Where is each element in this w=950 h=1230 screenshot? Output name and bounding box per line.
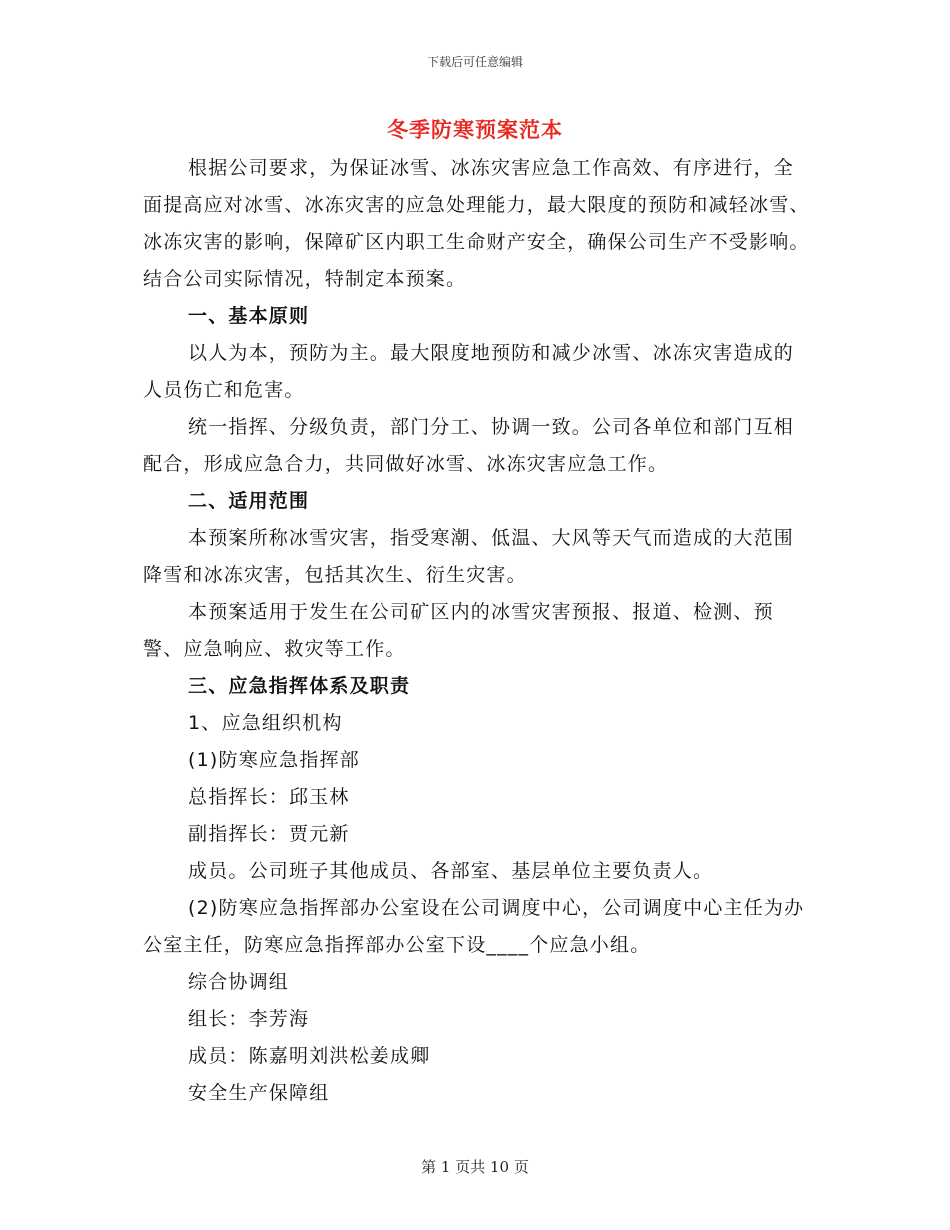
paragraph: (1)防寒应急指挥部 <box>188 749 360 771</box>
paragraph: 综合协调组 <box>188 971 290 993</box>
paragraph: 成员：陈嘉明刘洪松姜成卿 <box>188 1045 431 1067</box>
paragraph: 副指挥长：贾元新 <box>188 823 350 845</box>
paragraph: 总指挥长：邱玉林 <box>188 786 350 808</box>
paragraph: 本预案适用于发生在公司矿区内的冰雪灾害预报、报道、检测、预警、应急响应、救灾等工作。 <box>143 601 774 660</box>
paragraph: 统一指挥、分级负责，部门分工、协调一致。公司各单位和部门互相配合，形成应急合力，共同做好冰雪、冰冻灾害应急工作。 <box>143 416 795 475</box>
document-title: 冬季防寒预案范本 <box>387 118 563 142</box>
document-body <box>143 150 811 1112</box>
paragraph: 以人为本，预防为主。最大限度地预防和减少冰雪、冰冻灾害造成的人员伤亡和危害。 <box>143 342 795 401</box>
paragraph: 根据公司要求，为保证冰雪、冰冻灾害应急工作高效、有序进行，全面提高应对冰雪、冰冻灾害的应急处理能力，最大限度的预防和减轻冰雪、冰冻灾害的影响，保障矿区内职工生命财产安全，确保公司生产不受影响。结合公司实际情况，特制定本预案。 <box>143 157 810 290</box>
page-footer: 第 1 页共 10 页 <box>421 1158 529 1176</box>
paragraph: 本预案所称冰雪灾害，指受寒潮、低温、大风等天气而造成的大范围降雪和冰冻灾害，包括其次生、衍生灾害。 <box>143 527 795 586</box>
section-heading: 一、基本原则 <box>188 305 310 327</box>
paragraph: 成员。公司班子其他成员、各部室、基层单位主要负责人。 <box>188 860 714 882</box>
section-heading: 三、应急指挥体系及职责 <box>188 675 411 697</box>
section-heading: 二、适用范围 <box>188 490 310 512</box>
page-header: 下载后可任意编辑 <box>426 55 523 69</box>
paragraph: 安全生产保障组 <box>188 1082 330 1104</box>
paragraph: 组长：李芳海 <box>188 1008 310 1030</box>
paragraph: (2)防寒应急指挥部办公室设在公司调度中心，公司调度中心主任为办公室主任，防寒应急指挥部办公室下设____个应急小组。 <box>143 897 805 956</box>
paragraph: 1、应急组织机构 <box>188 712 343 734</box>
